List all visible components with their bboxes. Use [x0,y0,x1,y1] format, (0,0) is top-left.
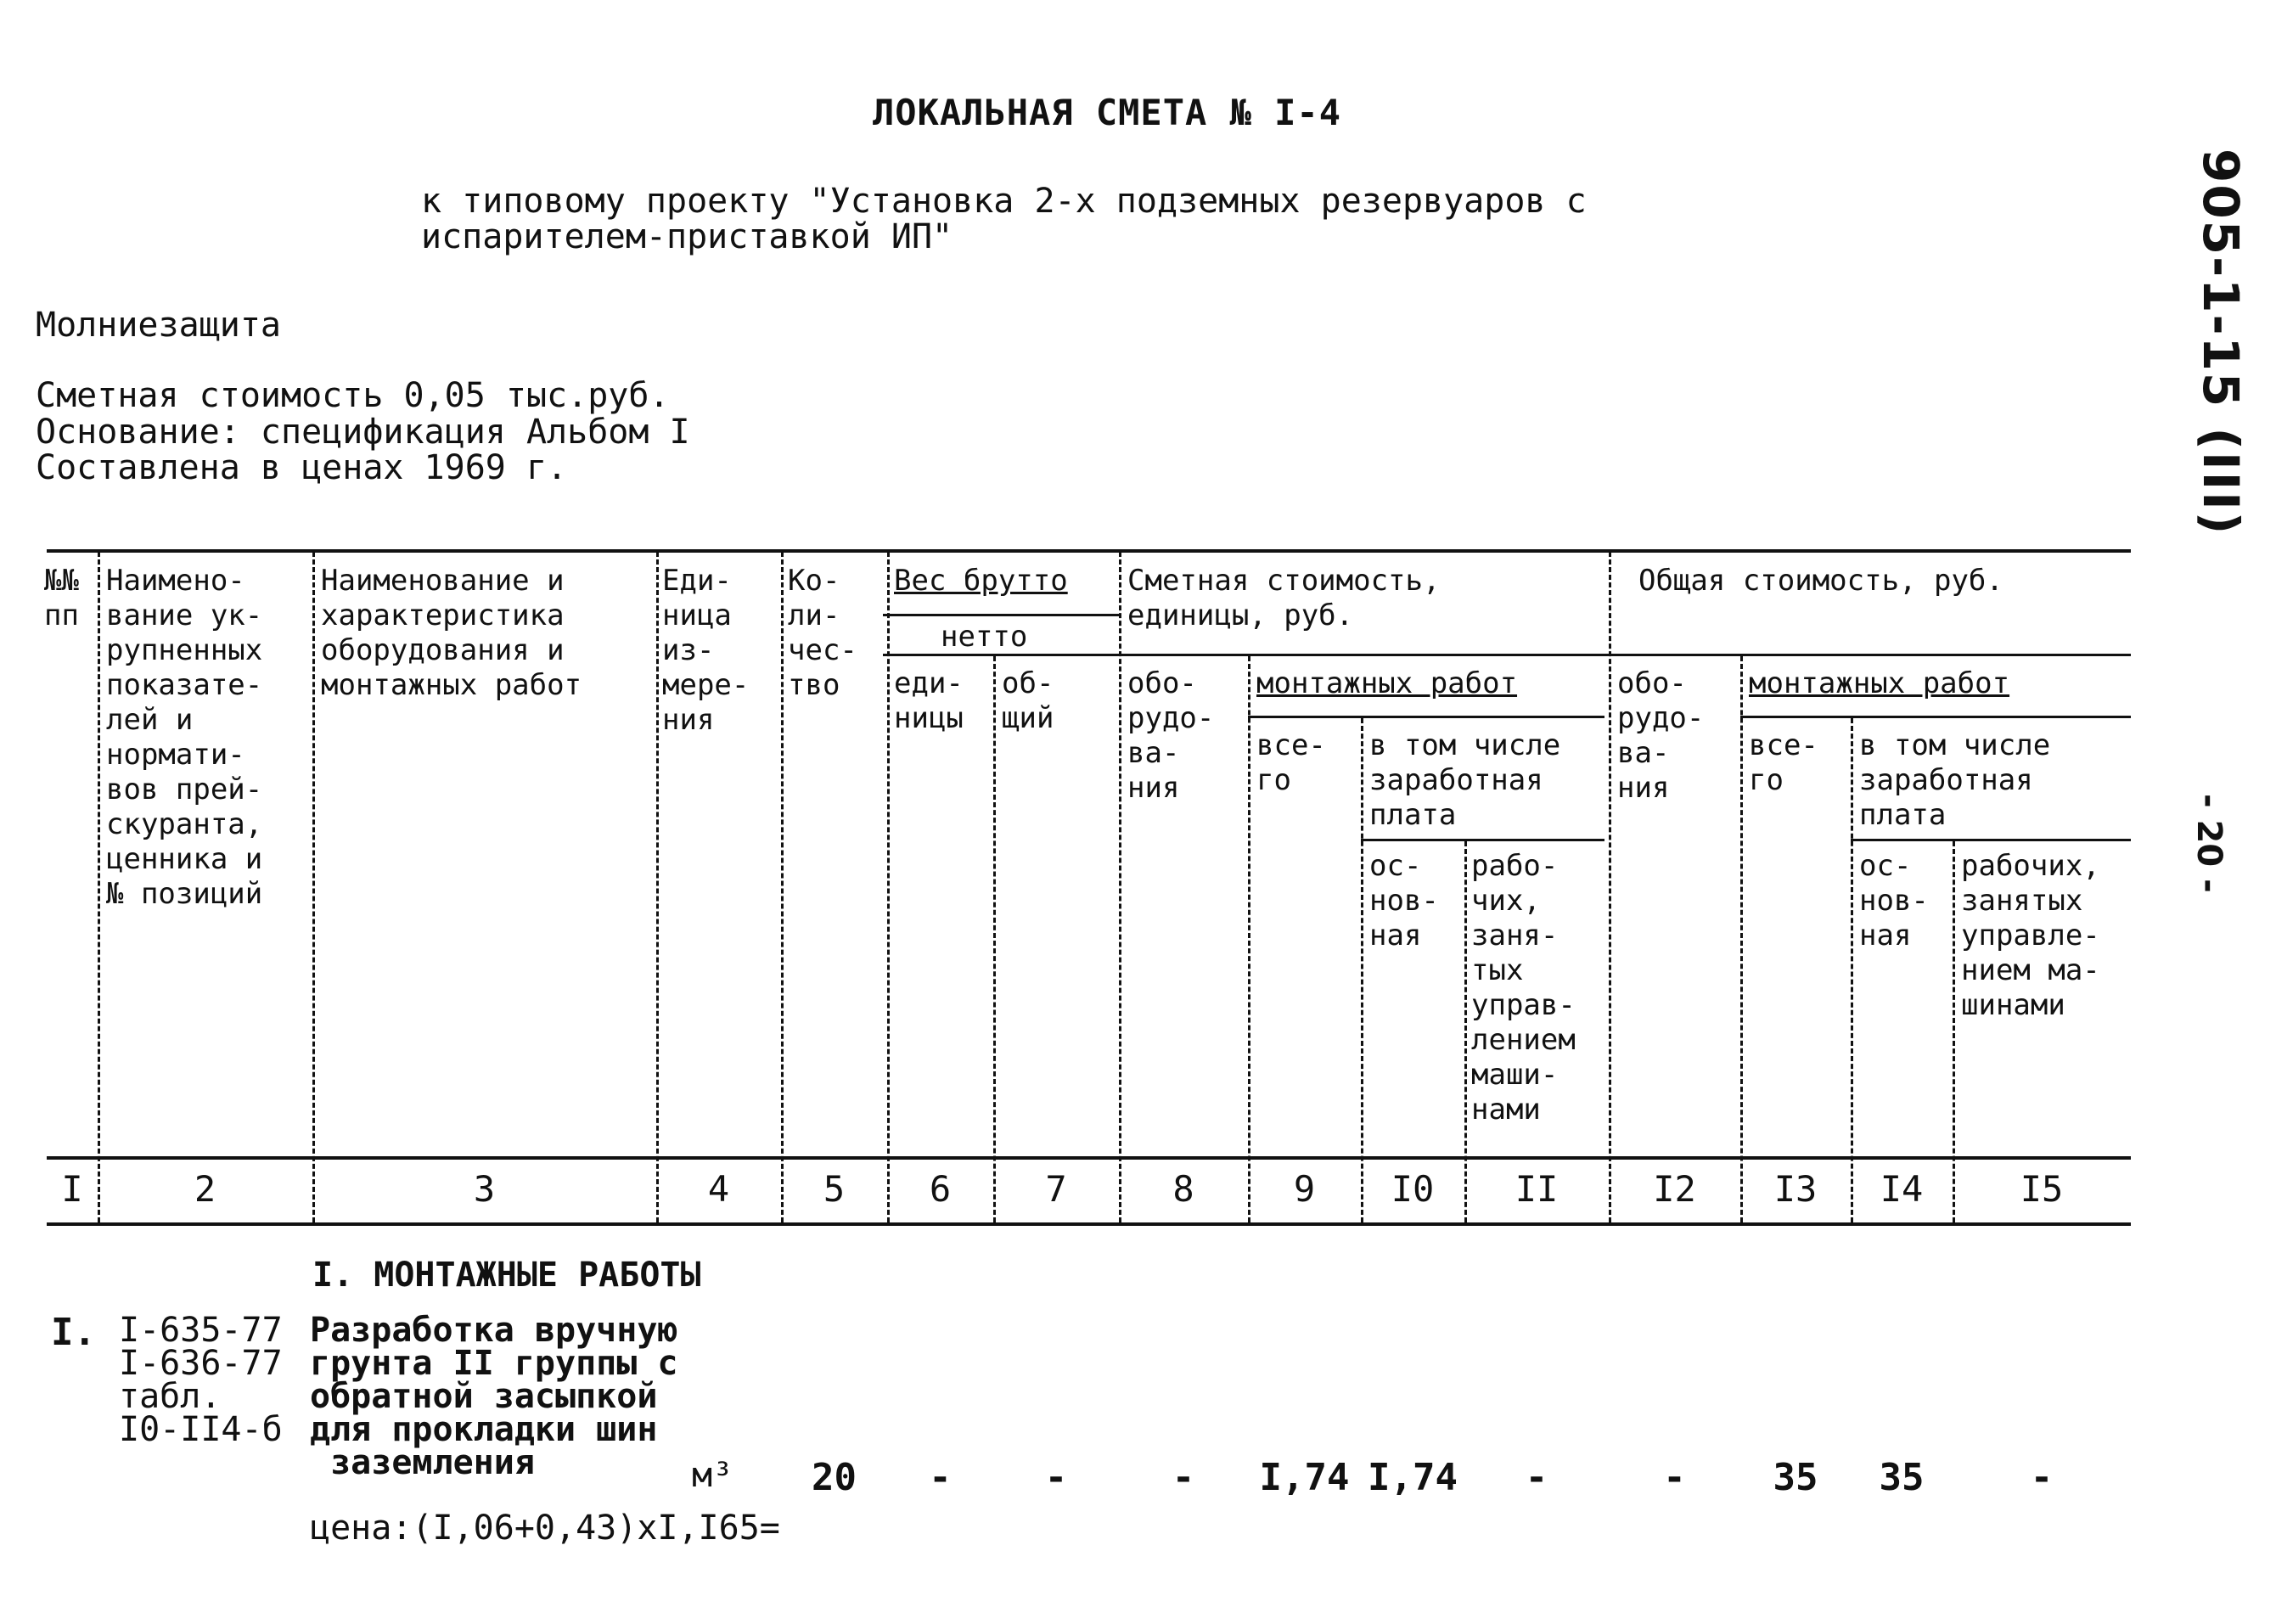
header-weight-brutto: Вес брутто [894,564,1068,598]
header-col-3: Наименование и характеристика оборудования и монтажных работ [321,564,582,702]
header-col-11: рабо- чих, заня- тых управ- лением маши- нами [1471,849,1576,1127]
header-incl-total: в том числе заработная плата [1859,728,2051,832]
info-line-2: Основание: спецификация Альбом I [36,413,690,452]
row-total-wage-basic: 35 [1879,1456,1925,1499]
header-mont-unit: монтажных работ [1256,666,1518,700]
column-number: II [1515,1168,1559,1210]
row-unit: м³ [692,1456,733,1495]
column-number: I0 [1391,1168,1435,1210]
row-weight-total: - [1044,1456,1068,1499]
column-number: 9 [1293,1168,1316,1210]
row-number: I. [51,1311,96,1354]
header-col-7: об- щий [1002,666,1054,735]
col-divider [1609,552,1611,1222]
section-heading: I. МОНТАЖНЫЕ РАБОТЫ [312,1256,701,1295]
header-col-4: Еди- ница из- мере- ния [662,564,750,737]
column-number: I5 [2020,1168,2064,1210]
row-price-note: цена:(I,06+0,43)хI,I65= [310,1509,780,1548]
col-divider [312,552,315,1222]
header-col-15: рабочих, занятых управле- нием ма- шинами [1961,849,2100,1022]
row-description: Разработка вручную грунта II группы с обратной засыпкой для прокладки шин заземления [310,1311,678,1482]
header-mont-total: монтажных работ [1749,666,2010,700]
col-divider [1464,841,1467,1222]
column-number: I2 [1653,1168,1696,1210]
rule-incl-unit [1361,839,1604,841]
header-weight-netto: нетто [941,620,1028,654]
side-code: 905-1-15 (III) [2192,149,2250,537]
column-number: 3 [473,1168,496,1210]
rule-weight-split [883,614,1119,616]
header-incl-unit: в том числе заработная плата [1369,728,1561,832]
header-col-2: Наимено- вание ук- рупненных показате- лей и нормати- вов прей- скуранта, ценника и № позиций [106,564,263,911]
col-divider [781,552,784,1222]
info-line-3: Составлена в ценах 1969 г. [36,448,568,487]
col-divider [1119,552,1121,1222]
header-col-1: №№ пп [44,564,79,632]
rule-header-bottom [47,1156,2131,1160]
page-title: ЛОКАЛЬНАЯ СМЕТА № I-4 [873,92,1342,133]
col-divider [993,656,996,1222]
rule-incl-total [1851,839,2131,841]
row-unit-wage-basic: I,74 [1368,1456,1458,1499]
rule-mont-total [1740,716,2131,718]
row-quantity: 20 [812,1456,857,1499]
header-col-14: ос- нов- ная [1859,849,1929,952]
info-line-1: Сметная стоимость 0,05 тыс.руб. [36,376,670,415]
column-number: I4 [1880,1168,1924,1210]
col-divider [656,552,659,1222]
subtitle-line-1: к типовому проекту "Установка 2-х подземных резервуаров с [421,182,1587,221]
row-unit-wage-machines: - [1525,1456,1548,1499]
column-number: 7 [1045,1168,1067,1210]
header-col-5: Ко- ли- чес- тво [788,564,857,702]
rule-numbers-bottom [47,1222,2131,1226]
header-col-13: все- го [1749,728,1818,797]
section-name: Молниезащита [36,306,281,345]
column-number: 6 [929,1168,952,1210]
col-divider [1851,718,1853,1222]
col-divider [1248,656,1250,1222]
rule-mont-unit [1248,716,1604,718]
header-col-6: еди- ницы [894,666,964,735]
table-top-rule [47,549,2131,553]
column-number: 5 [823,1168,846,1210]
rule-subheaders [883,654,2131,656]
column-number: I3 [1773,1168,1818,1210]
col-divider [1740,656,1743,1222]
col-divider [1361,718,1363,1222]
column-number: 2 [194,1168,216,1210]
row-total-wage-machines: - [2030,1456,2054,1499]
row-unit-equipment: - [1172,1456,1195,1499]
row-total-mont: 35 [1773,1456,1818,1499]
header-col-12: обо- рудо- ва- ния [1617,666,1705,805]
header-col-9: все- го [1256,728,1326,797]
column-number: 4 [707,1168,730,1210]
subtitle-line-2: испарителем-приставкой ИП" [421,217,953,256]
header-total-cost: Общая стоимость, руб. [1638,564,2003,598]
header-unit-cost: Сметная стоимость, единицы, руб. [1127,564,1441,632]
header-col-10: ос- нов- ная [1369,849,1439,952]
row-weight-unit: - [929,1456,952,1499]
row-total-equipment: - [1663,1456,1686,1499]
column-number: I [61,1168,83,1210]
column-number: 8 [1172,1168,1194,1210]
row-codes: I-635-77 I-636-77 табл. I0-II4-б [119,1311,283,1449]
row-unit-mont-total: I,74 [1259,1456,1350,1499]
header-col-8: обо- рудо- ва- ния [1127,666,1215,805]
col-divider [887,552,890,1222]
col-divider [98,552,100,1222]
col-divider [1953,841,1955,1222]
page-number: - 20 - [2189,794,2228,893]
